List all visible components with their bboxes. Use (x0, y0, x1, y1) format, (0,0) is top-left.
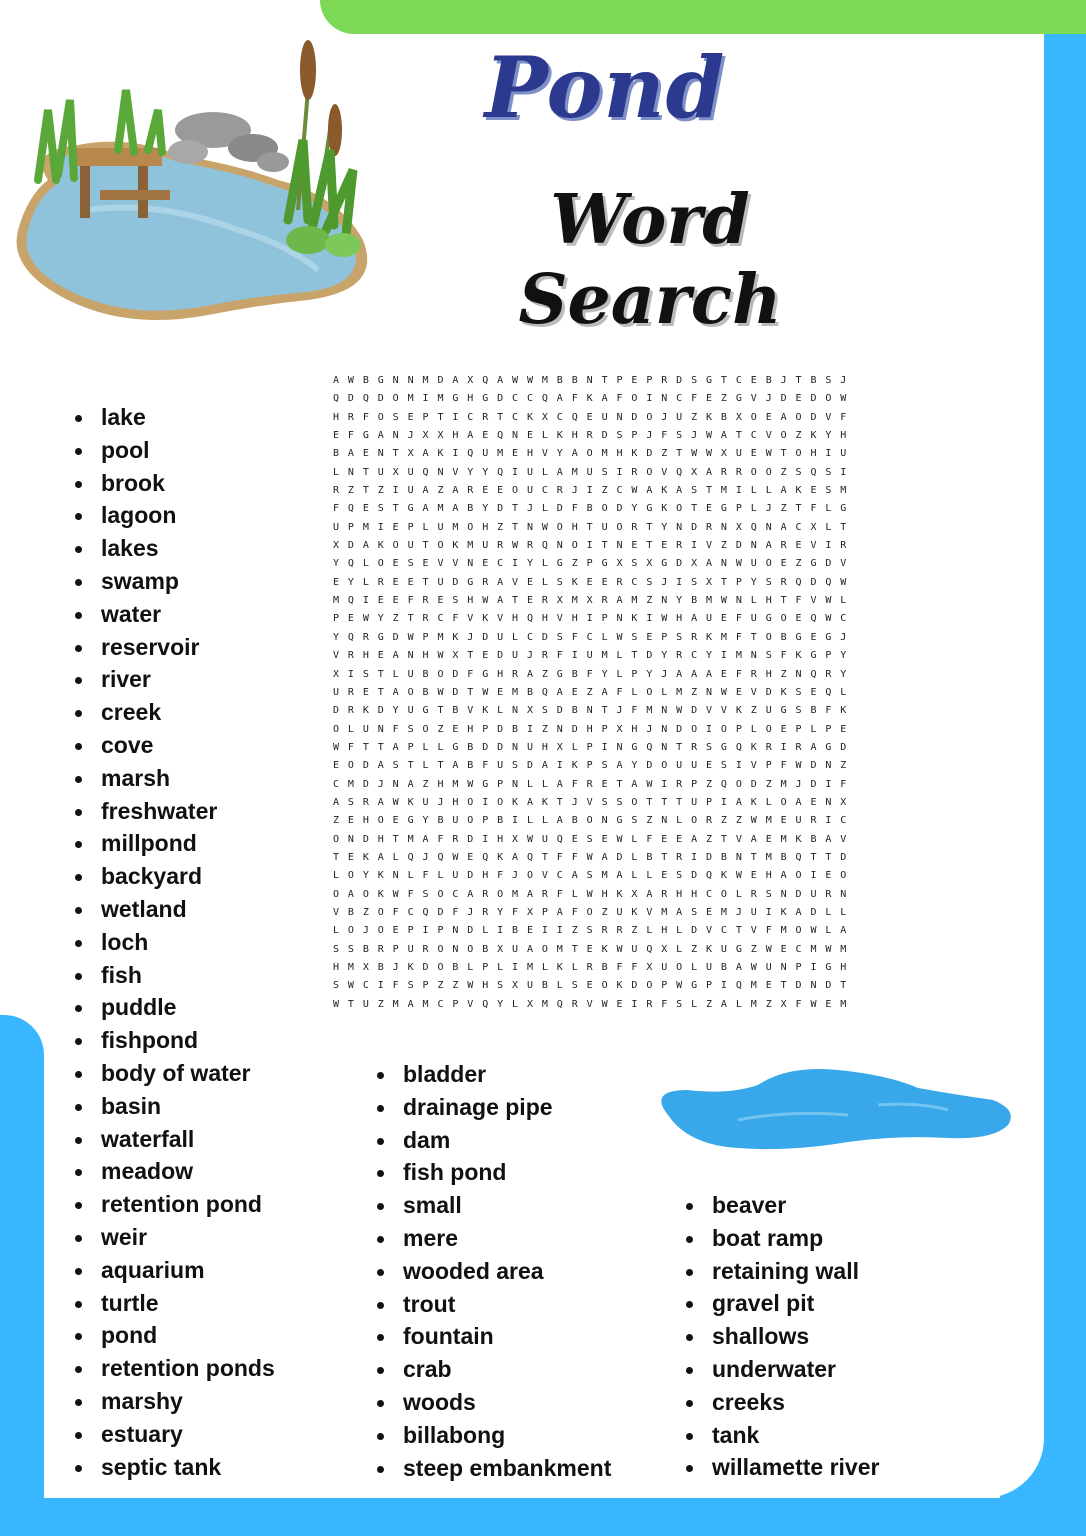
bullet-icon (75, 513, 82, 520)
word-label: septic tank (101, 1453, 222, 1480)
page-subtitle: Word Search (518, 180, 782, 340)
word-label: wetland (101, 895, 187, 922)
word-label: marshy (101, 1387, 183, 1414)
word-list-item (686, 1419, 879, 1452)
word-list-item (75, 729, 275, 762)
word-label: boat ramp (712, 1224, 824, 1251)
word-list-item (75, 696, 275, 729)
word-label: estuary (101, 1420, 183, 1447)
grid-row: YQLOESEVVNECIYLGZPGXSXGDXANWUOEZGDV (333, 558, 856, 570)
word-list-item (75, 1123, 275, 1156)
bullet-icon (75, 776, 82, 783)
word-list-item (75, 1057, 275, 1090)
word-label: body of water (101, 1059, 251, 1086)
bullet-icon (686, 1203, 693, 1210)
word-list-item (686, 1451, 879, 1484)
word-label: retention pond (101, 1191, 262, 1218)
bullet-icon (686, 1334, 693, 1341)
word-list-item (75, 467, 275, 500)
word-label: underwater (712, 1355, 836, 1382)
grid-row: DRKDYUGTBVKLNXSDBNTJFMNWDVVKZUGSBFK (333, 705, 856, 717)
word-label: crab (403, 1356, 452, 1383)
bullet-icon (75, 1169, 82, 1176)
word-label: drainage pipe (403, 1093, 553, 1120)
word-label: puddle (101, 994, 177, 1021)
bullet-icon (377, 1302, 384, 1309)
word-list-item (75, 1319, 275, 1352)
word-list-column-2 (377, 1058, 611, 1484)
word-list-item (75, 499, 275, 532)
word-list-item (75, 795, 275, 828)
word-label: creek (101, 699, 162, 726)
puddle-icon (648, 1060, 1018, 1155)
blue-accent-bottom (0, 1498, 1086, 1536)
grid-row: XISTLUBODFGHRAZGBFYLPYJAAAEFRHZNQRY (333, 668, 856, 680)
word-label: willamette river (712, 1454, 880, 1481)
word-label: gravel pit (712, 1290, 815, 1317)
bullet-icon (75, 415, 82, 422)
word-list-item (377, 1288, 611, 1321)
bullet-icon (75, 1268, 82, 1275)
word-list-item (686, 1353, 879, 1386)
word-label: woods (403, 1388, 476, 1415)
bullet-icon (377, 1203, 384, 1210)
word-list-item (75, 1451, 275, 1484)
blue-accent-right (1044, 34, 1086, 1464)
word-list-item (75, 598, 275, 631)
grid-row: ASRAWKUJHOIOKAKTJVSSOTTTUPIAKLOAENX (333, 796, 856, 808)
word-list-item (75, 893, 275, 926)
grid-row: OLUNFSOZEHPDBIZNDHPXHJNDOIOPLOEPLPE (333, 723, 856, 735)
word-list-item (686, 1189, 879, 1222)
bullet-icon (75, 448, 82, 455)
word-label: creeks (712, 1388, 785, 1415)
word-list-item (377, 1353, 611, 1386)
word-list-item (75, 959, 275, 992)
word-label: bladder (403, 1061, 487, 1087)
word-label: loch (101, 928, 149, 955)
bullet-icon (75, 1038, 82, 1045)
bullet-icon (75, 1366, 82, 1373)
grid-row: LNTUXUQNVYYQIULAMUSIROVQXARROOZSQSI (333, 466, 856, 478)
word-list-item (75, 565, 275, 598)
word-list-item (75, 663, 275, 696)
word-label: waterfall (101, 1125, 195, 1152)
word-label: marsh (101, 764, 171, 791)
grid-row: WTUZMAMCPVQYLXMQRVWEIRFSLZALMZXFWEM (333, 998, 856, 1010)
bullet-icon (75, 546, 82, 553)
word-list-item (75, 926, 275, 959)
word-label: pond (101, 1322, 158, 1349)
bullet-icon (377, 1466, 384, 1473)
bullet-icon (377, 1105, 384, 1112)
bullet-icon (75, 612, 82, 619)
grid-row: MQIEEFRESHWATERXMXRAMZNYBMWNLHTFVWL (333, 595, 856, 607)
grid-row: HMXBJKDOBLPLIMLKLRBFFXUOLUBAWUNPIGH (333, 962, 856, 973)
word-list-item (75, 631, 275, 664)
word-label: fish (101, 961, 142, 988)
grid-row: EYLREETUDGRAVELSKEERCSJISXTPYSRQDQW (333, 576, 856, 588)
bullet-icon (377, 1334, 384, 1341)
word-list-item (75, 1418, 275, 1451)
bullet-icon (75, 645, 82, 652)
grid-row: EFGANJXXHAEQNELKHRDSPJFSJWATCVOZKYH (333, 430, 856, 442)
bullet-icon (75, 677, 82, 684)
word-list-item (686, 1287, 879, 1320)
word-label: brook (101, 469, 165, 496)
bullet-icon (75, 874, 82, 881)
bullet-icon (686, 1433, 693, 1440)
word-list-item (75, 1385, 275, 1418)
grid-row: PEWYZTRCFVKVHQHVHIPNKIWHAUEFUGOEQWC (333, 613, 856, 625)
word-label: wooded area (403, 1257, 544, 1284)
bullet-icon (686, 1236, 693, 1243)
word-list-item (75, 991, 275, 1024)
word-list-item (75, 434, 275, 467)
word-label: swamp (101, 567, 179, 594)
bullet-icon (377, 1236, 384, 1243)
grid-row: BAENTXAKIQUMEHVYAOMHKDZTWWXUEWTOHIU (333, 448, 856, 460)
word-label: aquarium (101, 1256, 205, 1283)
word-list-item (686, 1386, 879, 1419)
word-list-column-1 (75, 401, 275, 1483)
bullet-icon (377, 1400, 384, 1407)
word-list-item (75, 1221, 275, 1254)
word-label: fishpond (101, 1027, 199, 1054)
word-list-item (75, 762, 275, 795)
green-accent-bar (320, 0, 1086, 34)
grid-row: QDQDOMIMGHGDCCQAFKAFOINCFEZGVJDEDOW (333, 393, 856, 405)
grid-row: VBZOFCQDFJRYFXPAFOZUKVMASEMJUIKADLL (333, 906, 856, 918)
word-list-item (377, 1156, 611, 1189)
word-label: backyard (101, 863, 203, 890)
word-label: meadow (101, 1158, 194, 1185)
bullet-icon (377, 1367, 384, 1374)
word-label: retention ponds (101, 1355, 275, 1382)
bullet-icon (686, 1367, 693, 1374)
word-label: fountain (403, 1323, 494, 1350)
word-label: turtle (101, 1289, 159, 1316)
grid-row: ONDHTMAFRDIHXWUQESEWLFEEAZTVAEMKBAV (333, 833, 856, 845)
grid-row: EODASTLTABFUSDAIKPSAYDOUUESIVPFWDNZ (333, 760, 856, 772)
grid-row: AWBGNNMDAXQAWWMBBNTPEPRDSGTCEBJTBSJ (333, 375, 856, 386)
word-label: fish pond (403, 1159, 507, 1186)
word-label: billabong (403, 1421, 506, 1448)
bullet-icon (377, 1170, 384, 1177)
word-list-item (75, 1090, 275, 1123)
word-list-item (686, 1222, 879, 1255)
bullet-icon (75, 940, 82, 947)
word-list-item (377, 1452, 611, 1485)
word-list-item (377, 1419, 611, 1452)
word-list-item (377, 1386, 611, 1419)
grid-row: LOYKNLFLUDHFJOVCASMALLESDQKWEHAOIEO (333, 870, 856, 882)
grid-row: HRFOSEPTICRTCKXCQEUNDOJUZKBXOEAODVF (333, 411, 856, 423)
bullet-icon (75, 743, 82, 750)
word-list-item (377, 1320, 611, 1353)
word-label: trout (403, 1290, 456, 1317)
grid-row: FQESTGAMABYDTJLDFBODYGKOTEGPLJZTFLG (333, 503, 856, 515)
word-list-item (75, 532, 275, 565)
bullet-icon (75, 710, 82, 717)
bullet-icon (75, 1465, 82, 1472)
word-list-item (75, 1254, 275, 1287)
word-label: dam (403, 1126, 451, 1153)
grid-row: LOJOEPIPNDLIBEIIZSRRZLHLDVCTVFMOWLA (333, 925, 856, 937)
grid-row: OAOKWFSOCAROMARFLWHKXARHHCOLRSNDURN (333, 888, 856, 900)
bullet-icon (686, 1301, 693, 1308)
grid-row: TEKALQJQWEQKAQTFFWADLBTRIDBNTMBQTTD (333, 851, 856, 863)
word-list-item (75, 1352, 275, 1385)
grid-row: SWCIFSPZZWHSXUBLSEOKDOPWGPIQMETDNDT (333, 980, 856, 992)
grid-row: CMDJNAZHMWGPNLLAFRETAWIRPZQODZMJDIF (333, 778, 856, 790)
bullet-icon (75, 1301, 82, 1308)
word-label: water (101, 600, 162, 627)
grid-row: VRHEANHWXTEDUJRFIUMLTDYRCYIMNSFKGPY (333, 650, 856, 662)
grid-row: ZEHOEGYBUOPBILLABONGSZNLORZZWMEURIC (333, 815, 856, 827)
word-label: pool (101, 436, 150, 463)
grid-row: SSBRPURONOBXUAOMTEKWUQXLZKUGZWECMWM (333, 943, 856, 955)
word-search-grid (333, 372, 855, 1014)
word-label: mere (403, 1224, 458, 1251)
word-list-item (686, 1255, 879, 1288)
bullet-icon (75, 1333, 82, 1340)
word-label: lagoon (101, 502, 177, 529)
word-label: retaining wall (712, 1257, 859, 1284)
word-list-item (686, 1320, 879, 1353)
word-label: steep embankment (403, 1454, 612, 1481)
word-label: freshwater (101, 797, 218, 824)
word-label: lakes (101, 535, 159, 562)
bullet-icon (75, 579, 82, 586)
word-label: shallows (712, 1323, 810, 1350)
word-label: basin (101, 1092, 162, 1119)
word-list-item (75, 860, 275, 893)
word-list-item (75, 1188, 275, 1221)
bullet-icon (75, 1235, 82, 1242)
word-label: river (101, 666, 151, 693)
bullet-icon (75, 1432, 82, 1439)
word-label: millpond (101, 830, 197, 857)
word-label: small (403, 1192, 462, 1219)
bullet-icon (75, 1202, 82, 1209)
grid-row: RZTZIUAZAREEOUCRJIZCWAKASTMILLAKESM (333, 485, 856, 497)
bullet-icon (75, 1399, 82, 1406)
word-list-item (377, 1255, 611, 1288)
word-list-item (377, 1058, 611, 1091)
word-list-item (377, 1124, 611, 1157)
pond-with-bench-icon (8, 30, 383, 330)
bullet-icon (377, 1138, 384, 1145)
bullet-icon (686, 1269, 693, 1276)
word-label: weir (101, 1223, 148, 1250)
word-list-item (75, 1287, 275, 1320)
bullet-icon (377, 1269, 384, 1276)
bullet-icon (75, 973, 82, 980)
bullet-icon (377, 1433, 384, 1440)
bullet-icon (75, 1137, 82, 1144)
word-list-item (377, 1189, 611, 1222)
word-list-item (75, 1024, 275, 1057)
word-list-item (75, 1155, 275, 1188)
word-label: cove (101, 731, 154, 758)
grid-row: URETAOBWDTWEMBQAEZAFLOLMZNWEVDKSEQL (333, 686, 856, 698)
page-title: Pond (484, 38, 726, 137)
bullet-icon (75, 1104, 82, 1111)
word-list-item (75, 401, 275, 434)
word-label: tank (712, 1421, 760, 1448)
bullet-icon (377, 1072, 384, 1079)
grid-row: YQRGDWPMKJDULCDSFCLWSEPSRKMFTOBGEGJ (333, 631, 856, 643)
bullet-icon (686, 1465, 693, 1472)
word-list-item (377, 1091, 611, 1124)
grid-row: UPMIEPLUMOHZTNWOHTUORTYNDRNXQNACXLT (333, 521, 856, 533)
word-list-item (377, 1222, 611, 1255)
grid-row: WFTTAPLLGBDDNUHXLPINGQNTRSGQKRIRAGD (333, 741, 856, 753)
bullet-icon (75, 841, 82, 848)
word-label: beaver (712, 1192, 787, 1218)
word-list-item (75, 827, 275, 860)
word-label: lake (101, 404, 146, 430)
word-label: reservoir (101, 633, 200, 660)
word-list-column-3 (686, 1189, 879, 1484)
bullet-icon (75, 907, 82, 914)
bullet-icon (75, 1071, 82, 1078)
bullet-icon (75, 481, 82, 488)
bullet-icon (75, 809, 82, 816)
grid-row: XDAKOUTOKMURWRQNOITNETERIVZDNAREVIR (333, 540, 856, 552)
blue-accent-left (0, 1015, 44, 1536)
bullet-icon (686, 1400, 693, 1407)
bullet-icon (75, 1005, 82, 1012)
